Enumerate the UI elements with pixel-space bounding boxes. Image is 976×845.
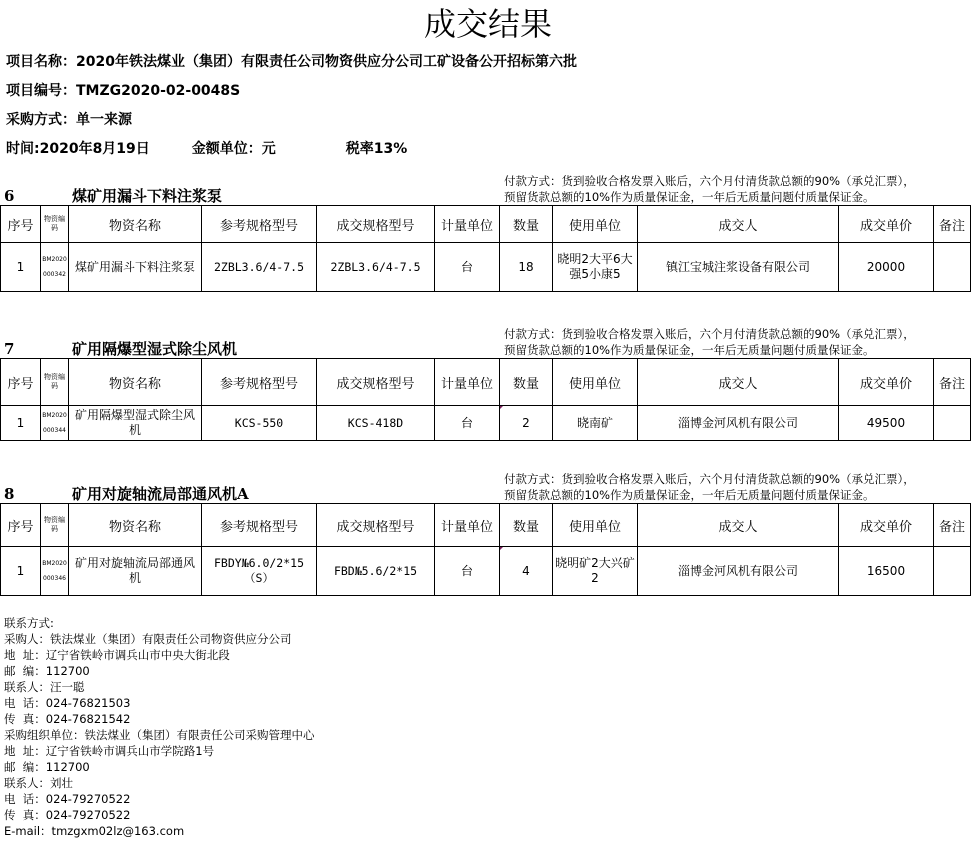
payment-terms bbox=[504, 173, 974, 205]
agency-zip: 邮 编：112700 bbox=[4, 760, 90, 774]
column-header: 计量单位 bbox=[435, 359, 500, 406]
cell-remark bbox=[934, 406, 971, 441]
cell-unit: 台 bbox=[435, 547, 500, 596]
cell-unit: 台 bbox=[435, 243, 500, 292]
agency-address: 地 址：辽宁省铁岭市调兵山市学院路1号 bbox=[4, 744, 215, 758]
result-table bbox=[0, 503, 971, 596]
contact-header: 联系方式: bbox=[4, 616, 54, 630]
cell-code: BM2020000344 bbox=[41, 406, 69, 441]
column-header: 成交单价 bbox=[839, 359, 934, 406]
purchaser-zip: 邮 编：112700 bbox=[4, 664, 90, 678]
table-row bbox=[1, 243, 971, 292]
date-text: 时间:2020年8月19日 bbox=[6, 141, 150, 157]
cell-deal-spec: 2ZBL3.6/4-7.5 bbox=[317, 243, 435, 292]
column-header: 序号 bbox=[1, 359, 41, 406]
column-header: 使用单位 bbox=[553, 359, 638, 406]
payment-line: 付款方式：货到验收合格发票入账后，六个月付清货款总额的90%（承兑汇票）， bbox=[504, 327, 915, 341]
cell-user-unit: 晓明矿2大兴矿2 bbox=[553, 547, 638, 596]
payment-line: 预留货款总额的10%作为质量保证金，一年后无质量问题付质量保证金。 bbox=[504, 343, 875, 357]
column-header: 计量单位 bbox=[435, 504, 500, 547]
agency-phone: 电 话：024-79270522 bbox=[4, 792, 131, 806]
cell-name: 煤矿用漏斗下料注浆泵 bbox=[69, 243, 202, 292]
table-header-row bbox=[1, 206, 971, 243]
purchaser-address: 地 址：辽宁省铁岭市调兵山市中央大街北段 bbox=[4, 648, 230, 662]
column-header: 参考规格型号 bbox=[202, 359, 317, 406]
table-row bbox=[1, 547, 971, 596]
column-header: 序号 bbox=[1, 504, 41, 547]
cell-unit: 台 bbox=[435, 406, 500, 441]
table-row bbox=[1, 406, 971, 441]
column-header: 成交单价 bbox=[839, 206, 934, 243]
cell-deal-spec: KCS-418D bbox=[317, 406, 435, 441]
cell-remark bbox=[934, 547, 971, 596]
payment-line: 付款方式：货到验收合格发票入账后，六个月付清货款总额的90%（承兑汇票）， bbox=[504, 174, 915, 188]
purchaser-person: 联系人：汪一聪 bbox=[4, 680, 85, 694]
cell-user-unit: 晓南矿 bbox=[553, 406, 638, 441]
column-header: 参考规格型号 bbox=[202, 206, 317, 243]
column-header: 数量 bbox=[500, 359, 553, 406]
cell-qty: 2 bbox=[500, 406, 553, 441]
column-header: 数量 bbox=[500, 504, 553, 547]
cell-winner: 淄博金河风机有限公司 bbox=[638, 547, 839, 596]
column-header: 物资名称 bbox=[69, 206, 202, 243]
column-header: 物资名称 bbox=[69, 359, 202, 406]
column-header: 物资编码 bbox=[41, 206, 69, 243]
purchase-method: 采购方式：单一来源 bbox=[6, 112, 132, 128]
amount-unit: 金额单位：元 bbox=[191, 141, 276, 157]
agency-person: 联系人：刘壮 bbox=[4, 776, 73, 790]
column-header: 成交规格型号 bbox=[317, 206, 435, 243]
cell-name: 矿用隔爆型湿式除尘风机 bbox=[69, 406, 202, 441]
result-table bbox=[0, 205, 971, 292]
contact-email: E-mail：tmzgxm02lz@163.com bbox=[4, 824, 185, 838]
purchaser-fax: 传 真：024-76821542 bbox=[4, 712, 131, 726]
cell-winner: 镇江宝城注浆设备有限公司 bbox=[638, 243, 839, 292]
result-table bbox=[0, 358, 971, 441]
payment-line: 预留货款总额的10%作为质量保证金，一年后无质量问题付质量保证金。 bbox=[504, 190, 875, 204]
payment-terms bbox=[504, 471, 974, 503]
purchaser: 采购人：铁法煤业（集团）有限责任公司物资供应分公司 bbox=[4, 632, 292, 646]
cell-qty: 4 bbox=[500, 547, 553, 596]
table-header-row bbox=[1, 504, 971, 547]
column-header: 数量 bbox=[500, 206, 553, 243]
page-title: 成交结果 bbox=[423, 5, 552, 43]
column-header: 使用单位 bbox=[553, 504, 638, 547]
cell-seq: 1 bbox=[1, 406, 41, 441]
cell-name: 矿用对旋轴流局部通风机 bbox=[69, 547, 202, 596]
payment-line: 预留货款总额的10%作为质量保证金，一年后无质量问题付质量保证金。 bbox=[504, 488, 875, 502]
column-header: 物资编码 bbox=[41, 359, 69, 406]
cell-deal-spec: FBD№5.6/2*15 bbox=[317, 547, 435, 596]
agency: 采购组织单位：铁法煤业（集团）有限责任公司采购管理中心 bbox=[4, 728, 315, 742]
section-name: 煤矿用漏斗下料注浆泵 bbox=[72, 187, 223, 205]
payment-line: 付款方式：货到验收合格发票入账后，六个月付清货款总额的90%（承兑汇票）， bbox=[504, 472, 915, 486]
column-header: 成交规格型号 bbox=[317, 504, 435, 547]
cell-user-unit: 晓明2大平6大强5小康5 bbox=[553, 243, 638, 292]
column-header: 备注 bbox=[934, 206, 971, 243]
column-header: 序号 bbox=[1, 206, 41, 243]
agency-fax: 传 真：024-79270522 bbox=[4, 808, 131, 822]
project-code: 项目编号：TMZG2020-02-0048S bbox=[6, 83, 241, 99]
cell-price: 20000 bbox=[839, 243, 934, 292]
column-header: 成交规格型号 bbox=[317, 359, 435, 406]
cell-code: BM2020000346 bbox=[41, 547, 69, 596]
section-number: 6 bbox=[4, 187, 15, 205]
cell-price: 49500 bbox=[839, 406, 934, 441]
column-header: 备注 bbox=[934, 359, 971, 406]
cell-winner: 淄博金河风机有限公司 bbox=[638, 406, 839, 441]
section-number: 8 bbox=[4, 485, 15, 503]
column-header: 成交人 bbox=[638, 206, 839, 243]
purchaser-phone: 电 话：024-76821503 bbox=[4, 696, 131, 710]
cell-price: 16500 bbox=[839, 547, 934, 596]
meta-line bbox=[6, 140, 407, 158]
column-header: 成交单价 bbox=[839, 504, 934, 547]
column-header: 物资名称 bbox=[69, 504, 202, 547]
cell-seq: 1 bbox=[1, 243, 41, 292]
column-header: 物资编码 bbox=[41, 504, 69, 547]
column-header: 使用单位 bbox=[553, 206, 638, 243]
cell-remark bbox=[934, 243, 971, 292]
payment-terms bbox=[504, 326, 974, 358]
section-name: 矿用对旋轴流局部通风机A bbox=[72, 485, 249, 503]
cell-ref-spec: 2ZBL3.6/4-7.5 bbox=[202, 243, 317, 292]
column-header: 备注 bbox=[934, 504, 971, 547]
project-name: 项目名称：2020年铁法煤业（集团）有限责任公司物资供应分公司工矿设备公开招标第六批 bbox=[6, 54, 577, 70]
cell-ref-spec: KCS-550 bbox=[202, 406, 317, 441]
column-header: 成交人 bbox=[638, 359, 839, 406]
tax-rate: 税率13% bbox=[345, 141, 408, 157]
section-name: 矿用隔爆型湿式除尘风机 bbox=[72, 340, 238, 358]
column-header: 计量单位 bbox=[435, 206, 500, 243]
column-header: 成交人 bbox=[638, 504, 839, 547]
contact-info bbox=[4, 615, 315, 839]
column-header: 参考规格型号 bbox=[202, 504, 317, 547]
cell-ref-spec: FBDY№6.0/2*15（S） bbox=[202, 547, 317, 596]
cell-code: BM2020000342 bbox=[41, 243, 69, 292]
cell-seq: 1 bbox=[1, 547, 41, 596]
cell-qty: 18 bbox=[500, 243, 553, 292]
table-header-row bbox=[1, 359, 971, 406]
section-number: 7 bbox=[4, 340, 15, 358]
